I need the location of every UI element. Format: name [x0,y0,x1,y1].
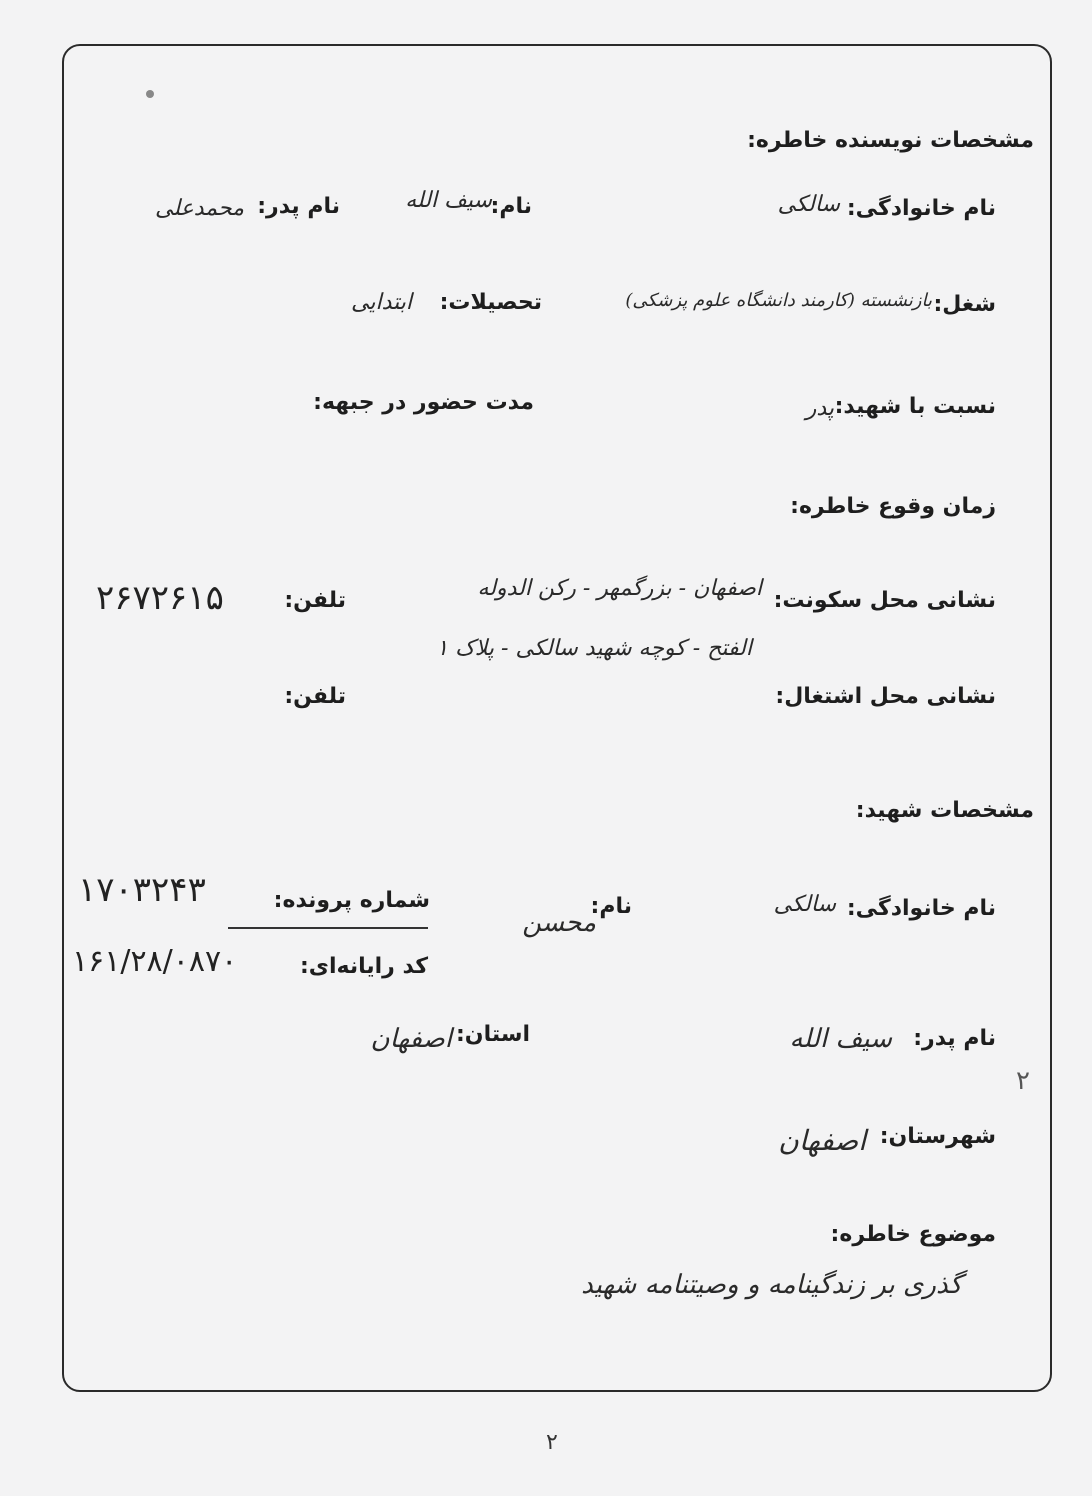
writer-father-label: نام پدر: [257,194,340,219]
writer-home-value-1: اصفهان - بزرگمهر - رکن الدوله [477,576,762,601]
writer-name-label: نام: [490,194,532,219]
writer-family-value: سالکی [777,192,840,217]
martyr-province-value: اصفهان [370,1024,452,1054]
scan-speck [146,90,154,98]
document-frame [62,44,1052,1392]
martyr-family-value: سالکی [773,892,836,917]
martyr-father-label: نام پدر: [913,1026,996,1051]
martyr-file-label: شماره پرونده: [273,888,430,913]
martyr-heading: مشخصات شهید: [855,798,1034,823]
writer-front-label: مدت حضور در جبهه: [313,390,534,415]
writer-relation-label: نسبت با شهید: [834,394,996,419]
martyr-name-value: محسن [522,908,596,938]
martyr-family-label: نام خانوادگی: [846,896,996,921]
martyr-topic-label: موضوع خاطره: [830,1222,996,1247]
martyr-code-value: ۱۶۱/۲۸/۰۸۷۰ [72,944,238,979]
martyr-topic-value: گذری بر زندگینامه و وصیتنامه شهید [581,1270,962,1300]
margin-mark: ۲ [1016,1066,1030,1096]
writer-job-label: شغل: [933,292,996,317]
writer-education-value: ابتدایی [351,290,412,315]
writer-home-label: نشانی محل سکونت: [773,588,996,613]
page-number: ۲ [546,1430,558,1455]
writer-home-phone: ۲۶۷۲۶۱۵ [96,578,224,618]
martyr-code-label: کد رایانه‌ای: [300,954,428,979]
writer-job-value: بازنشسته (کارمند دانشگاه علوم پزشکی) [625,290,932,311]
writer-name-value: سیف الله [405,188,492,213]
writer-father-value: محمدعلی [155,196,244,221]
martyr-province-label: استان: [456,1022,530,1047]
writer-phone-label: تلفن: [284,588,346,613]
martyr-father-value: سیف الله [789,1024,892,1054]
writer-home-value-2: الفتح - کوچه شهید سالکی - پلاک ۱ [436,636,752,661]
martyr-city-value: اصفهان [778,1124,866,1157]
writer-heading: مشخصات نویسنده خاطره: [747,128,1034,153]
martyr-city-label: شهرستان: [879,1124,996,1149]
file-number-underline [228,927,428,929]
writer-time-label: زمان وقوع خاطره: [790,494,996,519]
martyr-file-value: ۱۷۰۳۲۴۳ [78,870,206,910]
writer-relation-value: پدر [805,396,834,421]
writer-family-label: نام خانوادگی: [846,196,996,221]
martyr-name-label: نام: [590,894,632,919]
writer-education-label: تحصیلات: [439,290,542,315]
writer-work-phone-label: تلفن: [284,684,346,709]
writer-work-label: نشانی محل اشتغال: [775,684,996,709]
